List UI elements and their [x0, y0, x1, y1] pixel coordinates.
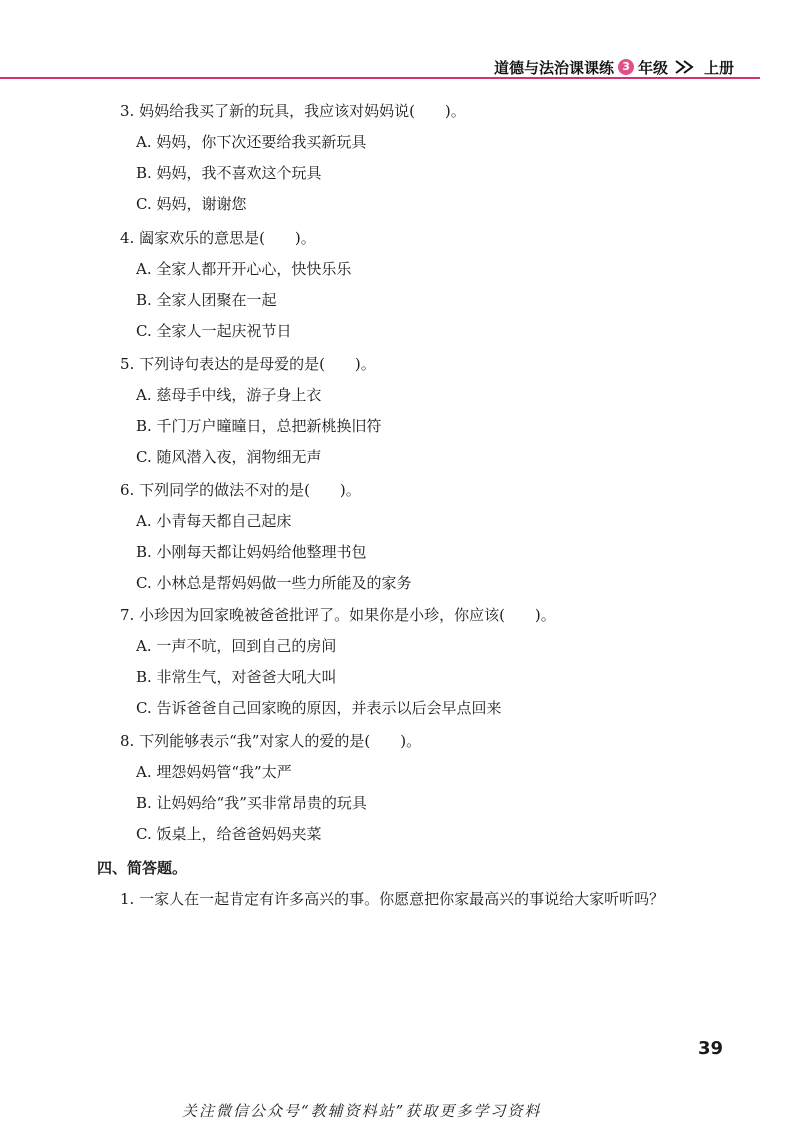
option-a: A. 全家人都开开心心，快快乐乐 — [136, 260, 352, 278]
option-c: C. 小林总是帮妈妈做一些力所能及的家务 — [136, 574, 412, 592]
question-stem: 5. 下列诗句表达的是母爱的是( )。 — [120, 355, 376, 373]
option-c: C. 全家人一起庆祝节日 — [136, 322, 292, 340]
option-c: C. 告诉爸爸自己回家晚的原因，并表示以后会早点回来 — [136, 699, 502, 717]
question-stem: 6. 下列同学的做法不对的是( )。 — [120, 481, 361, 499]
header-title: 道德与法治课课练 — [494, 58, 615, 77]
option-c: C. 妈妈，谢谢您 — [136, 195, 247, 213]
option-b: B. 非常生气，对爸爸大吼大叫 — [136, 668, 337, 686]
option-b: B. 千门万户曈曈日，总把新桃换旧符 — [136, 417, 382, 435]
section-title: 四、简答题。 — [97, 859, 188, 877]
option-b: B. 小刚每天都让妈妈给他整理书包 — [136, 543, 367, 561]
page-header — [0, 0, 800, 80]
option-b: B. 让妈妈给“我”买非常昂贵的玩具 — [136, 794, 367, 812]
question-stem: 4. 阖家欢乐的意思是( )。 — [120, 229, 316, 247]
volume-label: 上册 — [704, 58, 735, 77]
option-c: C. 随风潜入夜，润物细无声 — [136, 448, 322, 466]
option-b: B. 妈妈，我不喜欢这个玩具 — [136, 164, 322, 182]
option-a: A. 小青每天都自己起床 — [136, 512, 292, 530]
question-stem: 7. 小珍因为回家晚被爸爸批评了。如果你是小珍，你应该( )。 — [120, 606, 556, 624]
option-a: A. 妈妈，你下次还要给我买新玩具 — [136, 133, 367, 151]
question-stem: 8. 下列能够表示“我”对家人的爱的是( )。 — [120, 732, 422, 750]
short-answer-question: 1. 一家人在一起肯定有许多高兴的事。你愿意把你家最高兴的事说给大家听听吗？ — [120, 890, 665, 908]
option-a: A. 慈母手中线，游子身上衣 — [136, 386, 322, 404]
grade-suffix: 年级 — [638, 58, 669, 77]
header-title-group — [494, 56, 734, 78]
option-a: A. 一声不吭，回到自己的房间 — [136, 637, 337, 655]
grade-number-badge: 3 — [618, 59, 634, 75]
double-chevron-icon — [674, 59, 700, 75]
page-number: 39 — [698, 1038, 724, 1059]
footer-watermark: 关注微信公众号“教辅资料站”获取更多学习资料 — [182, 1102, 542, 1120]
option-b: B. 全家人团聚在一起 — [136, 291, 277, 309]
option-c: C. 饭桌上，给爸爸妈妈夹菜 — [136, 825, 322, 843]
header-divider — [0, 77, 760, 79]
option-a: A. 埋怨妈妈管“我”太严 — [136, 763, 292, 781]
question-stem: 3. 妈妈给我买了新的玩具，我应该对妈妈说( )。 — [120, 102, 466, 120]
